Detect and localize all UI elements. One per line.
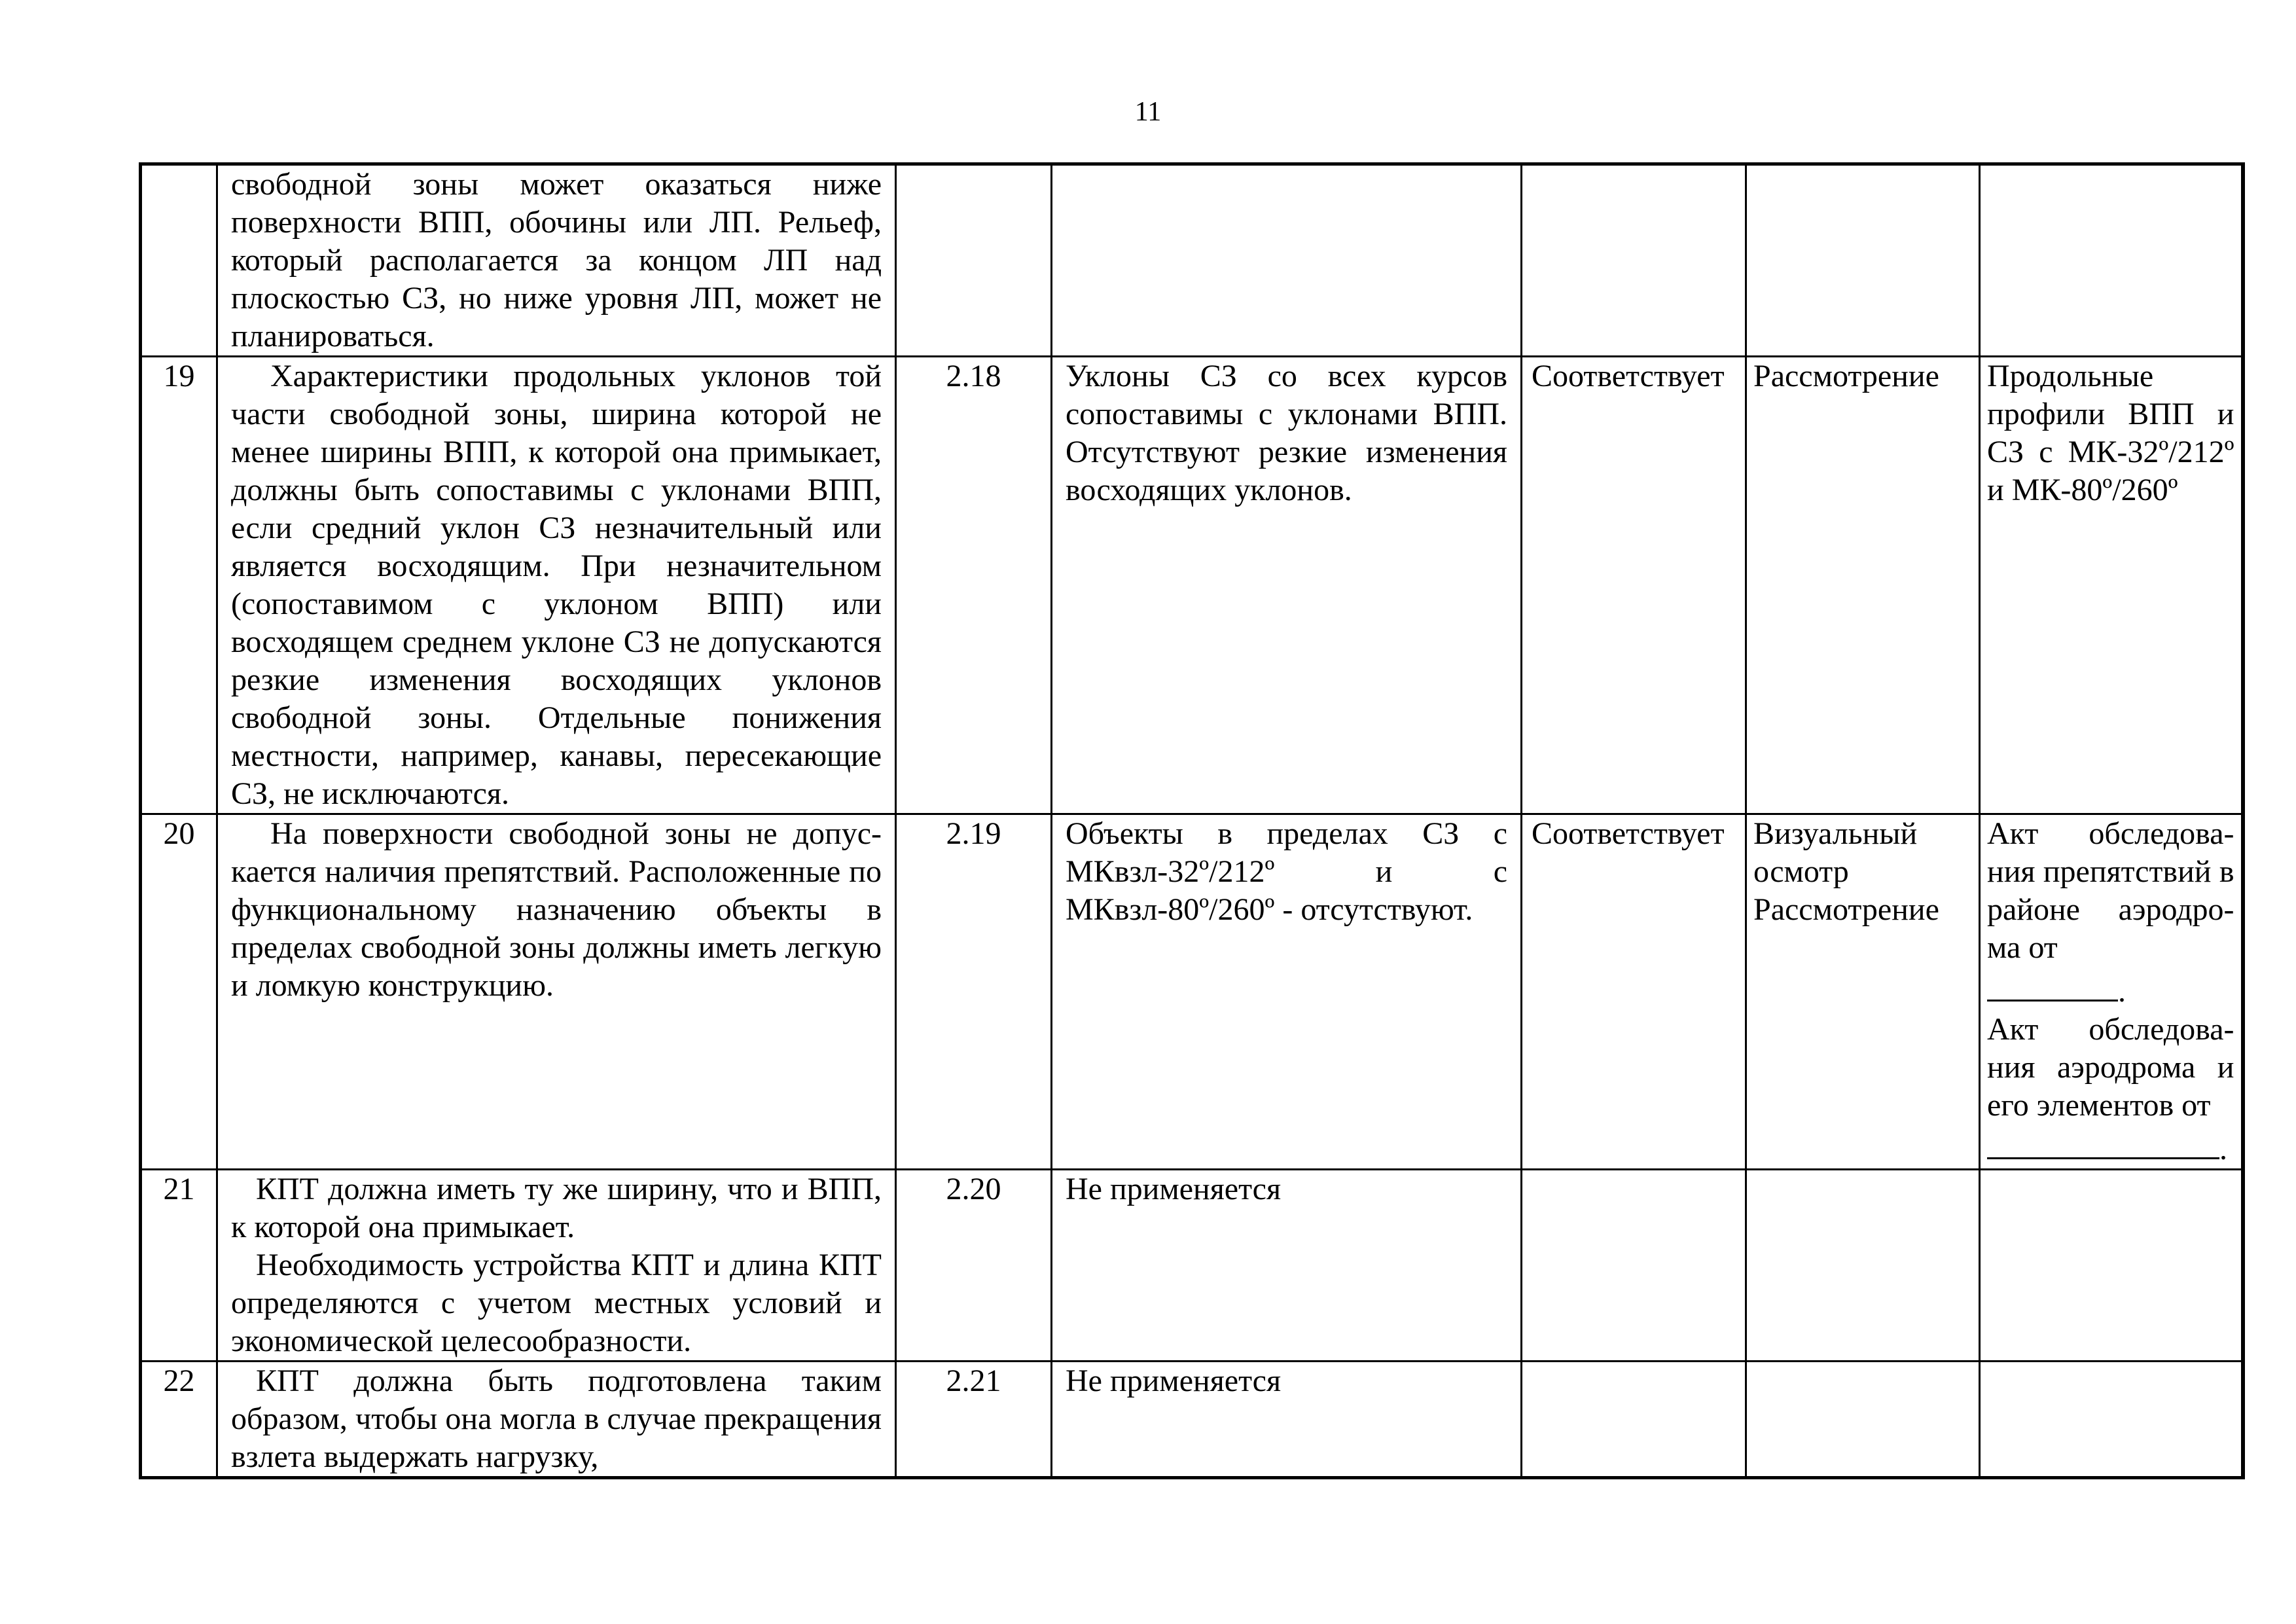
page-number: 11 — [1134, 97, 1162, 127]
state-cell: Не применяется — [1052, 1362, 1522, 1478]
conformity-cell — [1522, 1362, 1746, 1478]
row-number: 22 — [141, 1362, 217, 1478]
state-cell: Не применяется — [1052, 1170, 1522, 1362]
state-cell: Уклоны СЗ со всех курсов сопоставимы с уклонами ВПП. Отсутствуют резкие изменения восходящих уклонов. — [1052, 357, 1522, 814]
docs-cell: Продольные профили ВПП и СЗ с МК-32º/212º и МК-80º/260º — [1980, 357, 2243, 814]
table-row — [141, 164, 2243, 357]
method-cell — [1746, 1170, 1980, 1362]
requirement-cell: свободной зоны может оказаться ниже поверхности ВПП, обочины или ЛП. Рельеф, который располагается за концом ЛП над плоскостью СЗ, но ниже уровня ЛП, может не планироваться. — [217, 164, 896, 357]
method-cell — [1746, 164, 1980, 357]
requirement-cell — [217, 1170, 896, 1362]
row-number: 21 — [141, 1170, 217, 1362]
table-row — [141, 357, 2243, 814]
row-number — [141, 164, 217, 357]
conformity-cell: Соответствует — [1522, 814, 1746, 1170]
requirement-paragraph: Необходимость устройства КПТ и длина КПТ определяются с учетом местных условий и экономической целесообразности. — [231, 1248, 882, 1358]
state-cell — [1052, 164, 1522, 357]
requirement-paragraph: КПТ должна иметь ту же ширину, что и ВПП, к которой она примыкает. — [231, 1172, 882, 1244]
method-line: Рассмотрение — [1753, 892, 1939, 927]
method-line: осмотр — [1753, 854, 1849, 889]
state-cell: Объекты в пределах СЗ с МКвзл-32º/212º и с МКвзл-80º/260º - отсутствуют. — [1052, 814, 1522, 1170]
conformity-cell: Соответствует — [1522, 357, 1746, 814]
clause-cell: 2.18 — [896, 357, 1052, 814]
method-line: Визуальный — [1753, 816, 1918, 851]
docs-cell — [1980, 814, 2243, 1170]
clause-cell: 2.20 — [896, 1170, 1052, 1362]
docs-text: Акт обследова-ния аэродрома и его элементов от — [1987, 1012, 2234, 1123]
requirement-cell: КПТ должна быть подготовлена таким образом, чтобы она могла в случае прекращения взлета выдержать нагрузку, — [217, 1362, 896, 1478]
docs-signature-line: . — [1987, 1125, 2234, 1168]
docs-cell — [1980, 1362, 2243, 1478]
docs-paragraph — [1987, 815, 2234, 1011]
conformity-cell — [1522, 1170, 1746, 1362]
docs-paragraph — [1987, 1011, 2234, 1168]
table-row — [141, 1170, 2243, 1362]
compliance-table — [139, 162, 2245, 1479]
docs-signature-line: . — [1987, 967, 2234, 1011]
clause-cell — [896, 164, 1052, 357]
clause-cell: 2.19 — [896, 814, 1052, 1170]
docs-text: Акт обследова-ния препятствий в районе аэродро-ма от — [1987, 816, 2234, 965]
requirement-cell: Характеристики продольных уклонов той части свободной зоны, ширина которой не менее ширины ВПП, к которой она примыкает, должны быть сопоставимы с уклонами ВПП, если средний уклон СЗ незначительный или является восходящим. При незначительном (сопоставимом с уклоном ВПП) или восходящем среднем уклоне СЗ не допускаются резкие изменения восходящих уклонов свободной зоны. Отдельные понижения местности, например, канавы, пересекающие СЗ, не исключаются. — [217, 357, 896, 814]
conformity-cell — [1522, 164, 1746, 357]
table-row — [141, 814, 2243, 1170]
docs-cell — [1980, 164, 2243, 357]
docs-cell — [1980, 1170, 2243, 1362]
method-cell — [1746, 1362, 1980, 1478]
row-number: 19 — [141, 357, 217, 814]
table-row — [141, 1362, 2243, 1478]
method-cell: Рассмотрение — [1746, 357, 1980, 814]
requirement-cell: На поверхности свободной зоны не допус-кается наличия препятствий. Расположенные по функциональному назначению объекты в пределах свободной зоны должны иметь легкую и ломкую конструкцию. — [217, 814, 896, 1170]
method-cell — [1746, 814, 1980, 1170]
row-number: 20 — [141, 814, 217, 1170]
clause-cell: 2.21 — [896, 1362, 1052, 1478]
